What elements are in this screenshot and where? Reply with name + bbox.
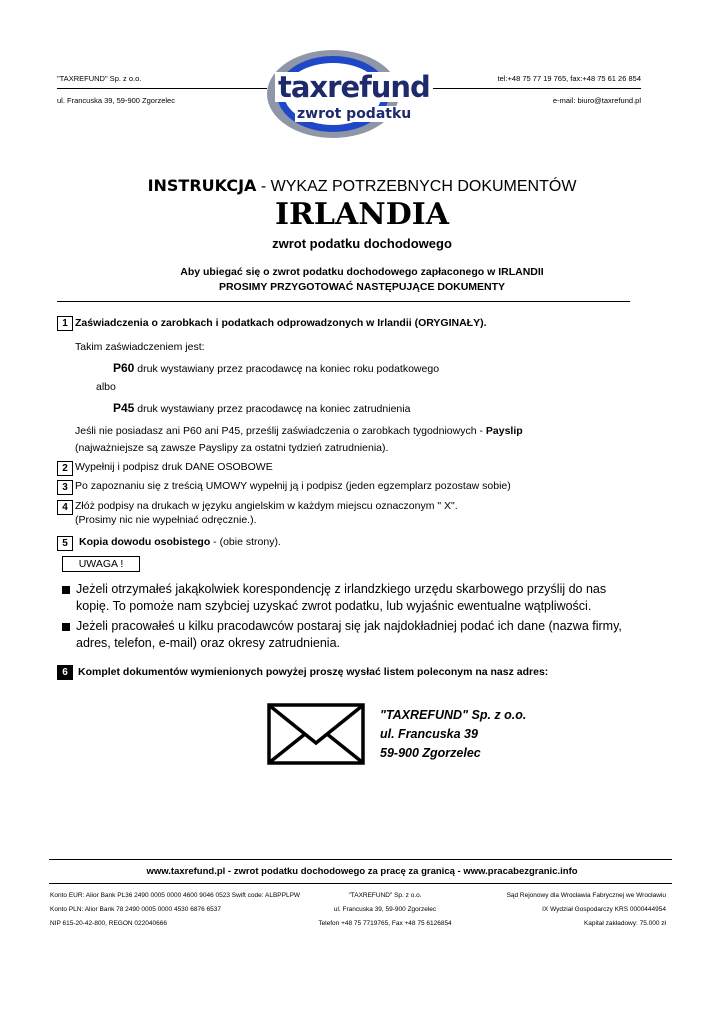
header-rule-left xyxy=(57,88,267,89)
bullet-square-1 xyxy=(62,586,70,594)
item-5-text xyxy=(79,535,281,549)
bullet-2-line-2: adres, telefon, e-mail) oraz okresy zatrudnienia. xyxy=(76,636,341,650)
item-1-najwazniejsze: (najważniejsze są zawsze Payslipy za ostatni tydzień zatrudnienia). xyxy=(75,442,389,454)
footer-rule-top xyxy=(49,859,672,860)
item-1-takim: Takim zaświadczeniem jest: xyxy=(75,341,205,353)
item-1-jesli xyxy=(75,424,523,438)
header-company: "TAXREFUND" Sp. z o.o. xyxy=(57,74,142,83)
bullet-1-line-1: Jeżeli otrzymałeś jakąkolwiek korespondencję z irlandzkiego urzędu skarbowego przyślij do nas xyxy=(76,582,607,596)
footer-left-1: Konto EUR: Alior Bank PL36 2490 0005 0000 4600 9046 0523 Swift code: ALBPPLPW xyxy=(50,892,301,899)
bullet-2 xyxy=(76,618,622,652)
header-phones: tel:+48 75 77 19 765, fax:+48 75 61 26 854 xyxy=(497,74,641,83)
footer-links: www.taxrefund.pl - zwrot podatku dochodowego za pracę za granicą - www.pracabezgranic.info xyxy=(146,866,578,877)
footer-mid-2: ul. Francuska 39, 59-900 Zgorzelec xyxy=(333,906,437,913)
taxrefund-logo xyxy=(255,48,430,146)
item-number-3: 3 xyxy=(57,480,73,495)
footer-right-3: Kapitał zakładowy: 75.000 zł xyxy=(583,920,666,927)
item-number-6: 6 xyxy=(57,665,73,680)
intro-line-1: Aby ubiegać się o zwrot podatku dochodowego zapłaconego w IRLANDII xyxy=(180,266,544,278)
item-4-text-b: (Prosimy nic nie wypełniać odręcznie.). xyxy=(75,514,257,526)
item-1-p60 xyxy=(113,361,439,376)
uwaga-box: UWAGA ! xyxy=(62,556,140,572)
footer-left-2: Konto PLN: Alior Bank 78 2490 0005 0000 4530 6876 6537 xyxy=(50,906,221,913)
item-number-4: 4 xyxy=(57,500,73,515)
country-title: IRLANDIA xyxy=(274,197,450,232)
p60-desc: druk wystawiany przez pracodawcę na koniec roku podatkowego xyxy=(137,363,440,375)
address-line-1: "TAXREFUND" Sp. z o.o. xyxy=(380,708,527,722)
address-line-2: ul. Francuska 39 xyxy=(380,727,478,741)
mail-address xyxy=(380,706,526,763)
header-address: ul. Francuska 39, 59-900 Zgorzelec xyxy=(57,96,175,105)
p60-label: P60 xyxy=(113,361,135,375)
intro-text xyxy=(0,265,724,295)
item-1-albo: albo xyxy=(96,381,116,393)
intro-line-2: PROSIMY PRZYGOTOWAĆ NASTĘPUJĄCE DOKUMENTY xyxy=(218,281,506,293)
item-5-bold: Kopia dowodu osobistego xyxy=(79,536,211,548)
item-number-5: 5 xyxy=(57,536,73,551)
item-2-text: Wypełnij i podpisz druk DANE OSOBOWE xyxy=(75,461,273,473)
item-6-text: Komplet dokumentów wymienionych powyżej proszę wysłać listem poleconym na nasz adres: xyxy=(78,666,549,678)
footer-left xyxy=(50,889,300,931)
item-4-text-a: Złóż podpisy na drukach w języku angielskim w każdym miejscu oznaczonym " X". xyxy=(75,500,458,512)
jesli-text: Jeśli nie posiadasz ani P60 ani P45, prześlij zaświadczenia o zarobkach tygodniowych - xyxy=(75,425,486,437)
envelope-icon xyxy=(267,703,365,765)
logo-subtext: zwrot podatku xyxy=(297,106,412,122)
header-rule-right xyxy=(411,88,641,89)
footer-mid-1: "TAXREFUND" Sp. z o.o. xyxy=(348,892,422,899)
section-divider xyxy=(57,301,630,302)
p45-label: P45 xyxy=(113,401,135,415)
bullet-1 xyxy=(76,581,606,615)
header-email: e-mail: biuro@taxrefund.pl xyxy=(552,96,641,105)
item-number-2: 2 xyxy=(57,461,73,476)
p45-desc: druk wystawiany przez pracodawcę na koniec zatrudnienia xyxy=(137,403,411,415)
footer-right xyxy=(507,889,666,931)
item-1-text: Zaświadczenia o zarobkach i podatkach odprowadzonych w Irlandii (ORYGINAŁY). xyxy=(75,317,487,329)
subtitle: zwrot podatku dochodowego xyxy=(272,236,452,251)
payslip-label: Payslip xyxy=(485,425,523,437)
item-3-text: Po zapoznaniu się z treścią UMOWY wypełnij ją i podpisz (jeden egzemplarz pozostaw sobie) xyxy=(75,480,511,492)
address-line-3: 59-900 Zgorzelec xyxy=(380,746,481,760)
item-1-p45 xyxy=(113,401,410,416)
bullet-square-2 xyxy=(62,623,70,631)
footer-right-2: IX Wydział Gospodarczy KRS 0000444954 xyxy=(542,906,666,913)
document-title xyxy=(0,176,724,196)
footer-mid-3: Telefon +48 75 7719765, Fax +48 75 6126854 xyxy=(318,920,452,927)
bullet-2-line-1: Jeżeli pracowałeś u kilku pracodawców postaraj się jak najdokładniej podać ich dane (nazwa firmy, xyxy=(76,619,622,633)
logo-text: taxrefund xyxy=(275,72,433,102)
footer-rule-bottom xyxy=(49,883,672,884)
title-rest: - WYKAZ POTRZEBNYCH DOKUMENTÓW xyxy=(256,178,577,195)
footer-right-1: Sąd Rejonowy dla Wrocławia Fabrycznej we Wrocławiu xyxy=(506,892,666,899)
item-5-rest: - (obie strony). xyxy=(210,536,281,548)
bullet-1-line-2: kopię. To pomoże nam szybciej uzyskać zwrot podatku, lub wyjaśnic ewentualne wątpliwości. xyxy=(76,599,592,613)
item-number-1: 1 xyxy=(57,316,73,331)
footer-middle xyxy=(300,889,470,931)
title-instrukcja: INSTRUKCJA xyxy=(147,176,257,195)
footer-left-3: NIP 615-20-42-800, REGON 022040666 xyxy=(50,920,167,927)
